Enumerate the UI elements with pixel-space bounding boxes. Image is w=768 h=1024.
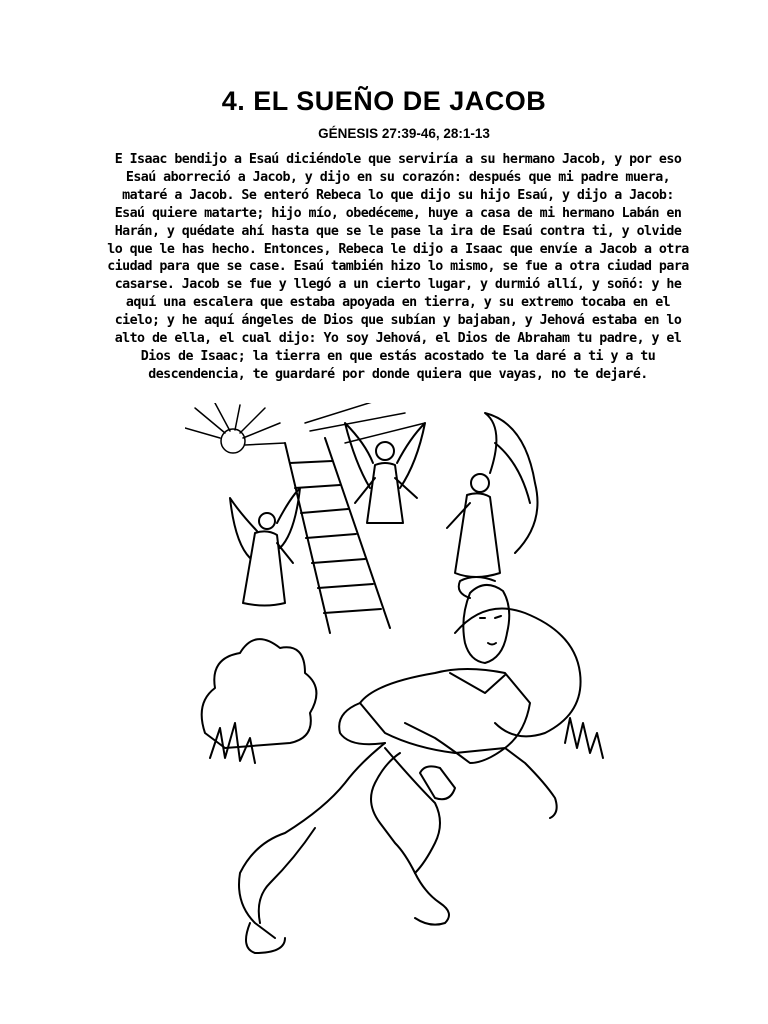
scripture-reference: GÉNESIS 27:39-46, 28:1-13 xyxy=(318,126,490,141)
grass-right xyxy=(565,718,603,758)
heavenly-light xyxy=(221,429,245,453)
angel-right xyxy=(447,413,538,577)
jacob-figure xyxy=(239,577,557,953)
story-text: E Isaac bendijo a Esaú diciéndole que serviría a su hermano Jacob, y por eso Esaú aborreció a Jacob, y dijo en su corazón: después que mi padre muera, mataré a Jacob. Se enteró Rebeca lo que dijo su hijo Esaú, y dijo a Jacob: Esaú quiere matarte; hijo mío, obedéceme, huye a casa de mi hermano Labán en Harán, y quédate ahí hasta que se le pase la ira de Esaú contra ti, y olvide lo que le has hecho. Entonces, Rebeca le dijo a Isaac que envíe a Jacob a otra ciudad para que se case. Esaú también hizo lo mismo, se fue a otra ciudad para casarse. Jacob se fue y llegó a un cierto lugar, y durmió allí, y soñó: y he aquí una escalera que estaba apoyada en tierra, y su extremo tocaba en el cielo; y he aquí ángeles de Dios que subían y bajaban, y Jehová estaba en lo alto de ella, el cual dijo: Yo soy Jehová, el Dios de Abraham tu padre, y el Dios de Isaac; la tierra en que estás acostado te la daré a ti y a tu descendencia, te guardaré por donde quiera que vayas, no te dejaré. xyxy=(107,152,689,382)
angel-top xyxy=(345,423,425,523)
angel-left xyxy=(230,488,300,606)
illustration-drawing xyxy=(185,403,625,958)
jacob-dream-illustration xyxy=(185,403,625,958)
page-title: 4. EL SUEÑO DE JACOB xyxy=(221,86,547,116)
rock-pillow xyxy=(455,609,581,737)
